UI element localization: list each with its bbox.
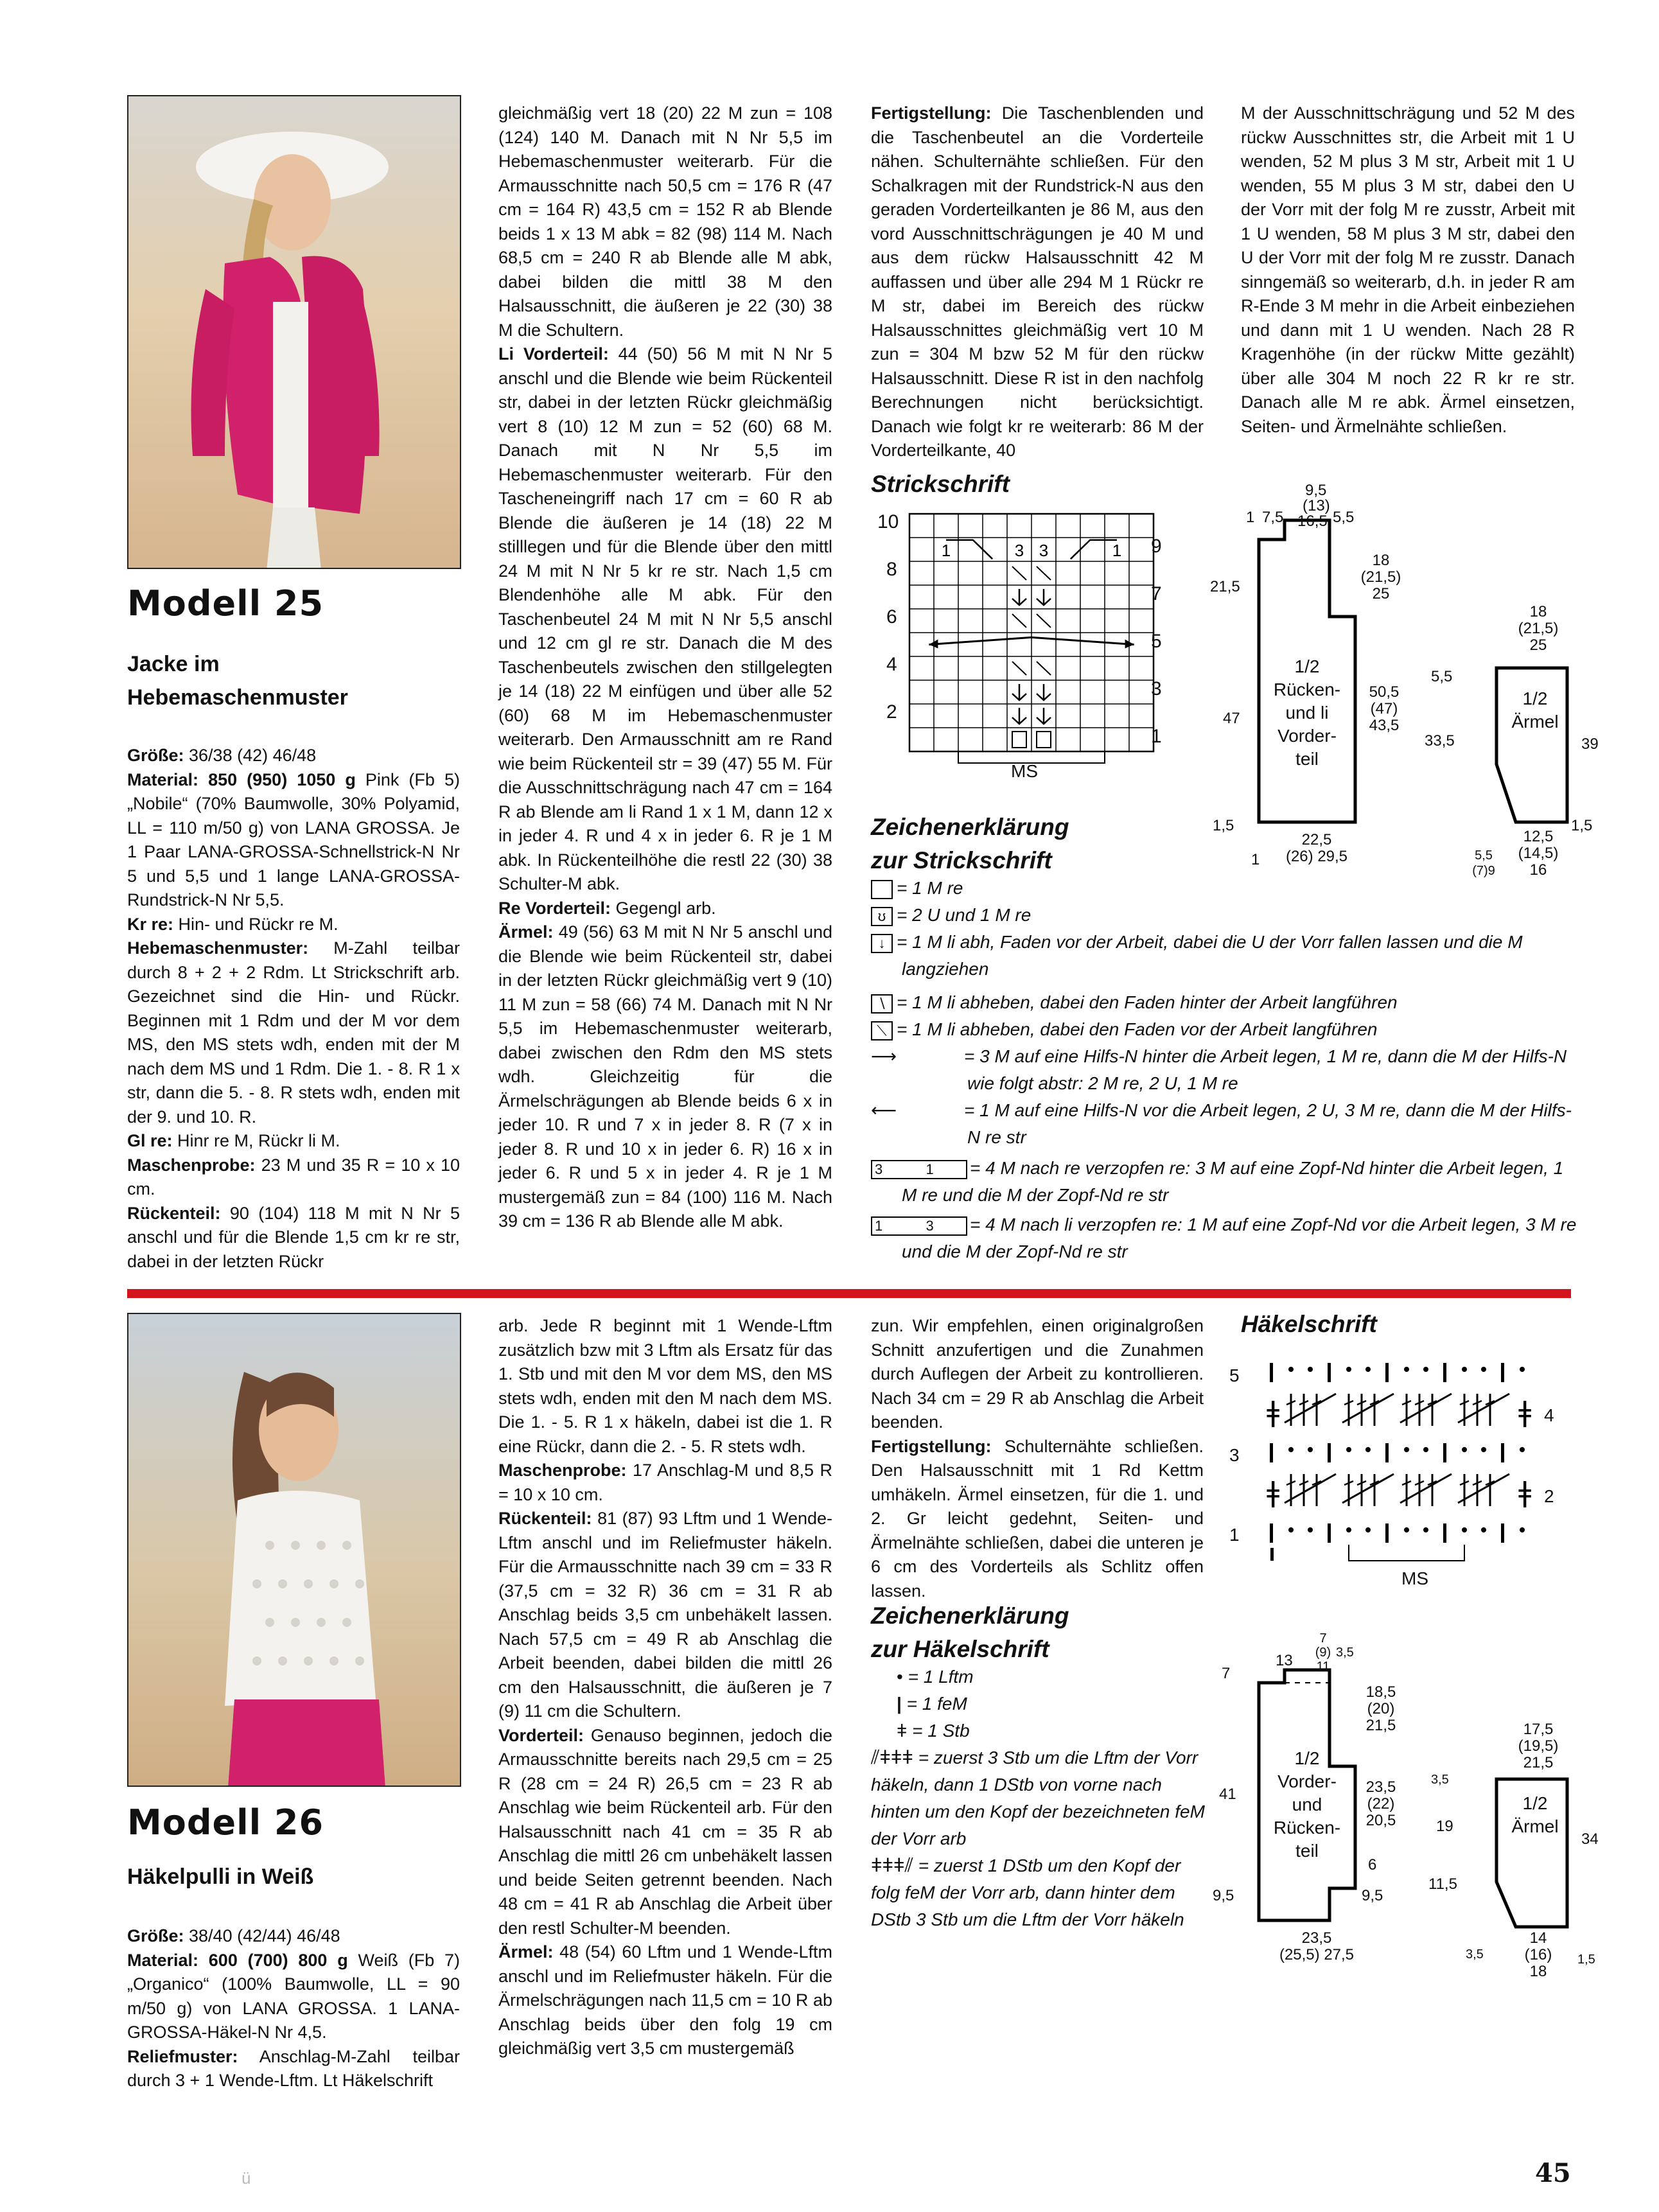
legend-knit-8: 3 1 = 4 M nach re verzopfen re: 3 M auf eine Zopf-Nd hinter die Arbeit legen, 1 M re und die M der Zopf-Nd re str [871, 1155, 1577, 1209]
sleeve-25-top: 18 (21,5) 25 [1518, 603, 1559, 654]
sleeve-25-left-a: 5,5 [1431, 668, 1453, 685]
sleeve-26-bottom-left: 3,5 [1466, 1947, 1484, 1962]
model-25-text-col-1 [127, 744, 460, 1274]
relief-right-icon: ⫽ǂǂǂ [871, 1747, 913, 1768]
model-26-text-col-1 [127, 1924, 460, 2093]
crochet-row-label-3: 3 [1229, 1445, 1240, 1465]
body-26-bottom: 23,5 (25,5) 27,5 [1279, 1929, 1355, 1963]
sleeve-26-bottom: 14 (16) 18 [1524, 1929, 1552, 1980]
body-25-right-top: 18 (21,5) 25 [1360, 552, 1401, 602]
footer-mark: ü [241, 2168, 251, 2188]
paragraph: Material: 600 (700) 800 g Weiß (Fb 7) „Organico“ (100% Baumwolle, LL = 90 m/50 g) von LANA GROSSA. 1 LANA-GROSSA-Häkel-N Nr 4,5. [127, 1950, 460, 2042]
paragraph: Gl re: Hinr re M, Rückr li M. [127, 1131, 340, 1150]
svg-text:1: 1 [1112, 540, 1122, 560]
svg-text:3: 3 [1039, 540, 1049, 560]
body-25-top-c: 9,5 [1305, 482, 1327, 499]
legend-crochet-3: ǂ = 1 Stb [897, 1721, 970, 1741]
legend-knit-7: ⟵ = 1 M auf eine Hilfs-N vor die Arbeit legen, 2 U, 3 M re, dann die M der Hilfs-N re str [871, 1097, 1577, 1151]
legend-knit-3: ↓ = 1 M li abh, Faden vor der Arbeit, dabei die U der Vorr fallen lassen und die M langziehen [871, 929, 1577, 983]
strick-legend-title: Zeichenerklärung zur Strickschrift [871, 814, 1069, 873]
svg-text:3: 3 [1014, 540, 1024, 560]
legend-crochet-4: ⫽ǂǂǂ = zuerst 3 Stb um die Lftm der Vorr häkeln, dann 1 DStb von vorne nach hinten um den Kopf der bezeichneten feM der Vorr arb [871, 1747, 1205, 1848]
model-26-text-col-3 [871, 1314, 1204, 1603]
schematic-sleeve-25 [1419, 604, 1599, 886]
legend-knit-5: ⟍ = 1 M li abheben, dabei den Faden vor der Arbeit langführen [871, 1016, 1577, 1043]
sleeve-26-right: 34 [1581, 1830, 1599, 1848]
sleeve-26-top: 17,5 (19,5) 21,5 [1518, 1721, 1559, 1771]
model-26-title: Modell 26 [127, 1802, 324, 1843]
body-26-right-mid: 23,5 (22) 20,5 [1365, 1778, 1396, 1829]
model-25-text-col-4 [1241, 101, 1575, 439]
paragraph: Größe: 38/40 (42/44) 46/48 [127, 1926, 340, 1945]
legend-knit-4: ∖ = 1 M li abheben, dabei den Faden hinter der Arbeit langführen [871, 989, 1577, 1016]
haekel-legend [871, 1663, 1205, 1933]
body-25-bottom-one: 1 [1251, 851, 1260, 868]
arrow-left-icon: ⟵ [871, 1100, 897, 1120]
cable-right-icon: 3 1 [871, 1160, 967, 1179]
crochet-chart-ms: MS [1401, 1568, 1428, 1588]
photo-model-26 [127, 1313, 461, 1787]
body-25-left-b: 47 [1223, 710, 1240, 727]
knit-chart-ms: MS [1011, 761, 1038, 781]
legend-crochet-1: • = 1 Lftm [897, 1667, 974, 1687]
body-25-bottom: 22,5 (26) 29,5 [1285, 831, 1348, 865]
body-25-edge: 1,5 [1213, 817, 1234, 834]
sleeve-25-left-b: 33,5 [1425, 732, 1455, 750]
body-26-right-top: 18,5 (20) 21,5 [1365, 1683, 1396, 1734]
paragraph: Material: 850 (950) 1050 g Pink (Fb 5) „Nobile“ (70% Baumwolle, 30% Polyamid, LL = 110 m/50 g) von LANA GROSSA. Je 1 Paar LANA-GROSSA-Schnellstrick-N Nr 5 und 5,5 und 1 lange LANA-GROSSA-Rundstrick-N Nr 5,5. [127, 769, 460, 909]
body-25-top-a: 1 [1246, 509, 1255, 526]
paragraph: Re Vorderteil: Gegengl arb. [498, 898, 716, 918]
body-26-right-small: 6 [1368, 1856, 1377, 1874]
body-25-top-f: 5,5 [1333, 509, 1355, 526]
photo-model-25 [127, 95, 461, 569]
body-26-left-b: 41 [1219, 1786, 1236, 1803]
haekel-legend-title: Zeichenerklärung zur Häkelschrift [871, 1602, 1069, 1662]
paragraph: Ärmel: 49 (56) 63 M mit N Nr 5 anschl und die Blende wie beim Rückenteil str, dabei in der letzten Rückr gleichmäßig vert 9 (10) 11 M zun = 58 (66) 74 M. Danach mit N Nr 5,5 im Hebemaschenmuster weiterarb, dabei zwischen den Rdm den MS stets wdh. Gleichzeitig für die Ärmelschrägungen ab Blende beids 6 x in jeder 10. R und 7 x in jeder 8. R (7 x in jeder 8. R und 10 x in jeder 6. R) 16 x in jeder 6. R und 5 x in jeder 4. R je 1 M mustergemäß zun = 84 (100) 116 M. Nach 39 cm = 136 R ab Blende alle M abk. [498, 922, 832, 1231]
crochet-row-label-1: 1 [1229, 1525, 1240, 1545]
paragraph: Rückenteil: 90 (104) 118 M mit N Nr 5 anschl und für die Blende 1,5 cm kr re str, dabei in der letzten Rückr [127, 1203, 460, 1271]
legend-crochet-2: | = 1 feM [897, 1694, 967, 1714]
knit-symbol-icon [871, 880, 893, 899]
body-26-left-c: 9,5 [1213, 1887, 1234, 1904]
legend-knit-9: 1 3 = 4 M nach li verzopfen re: 1 M auf eine Zopf-Nd vor die Arbeit legen, 3 M re und die M der Zopf-Nd re str [871, 1211, 1577, 1265]
knit-row-label-1: 1 [1151, 726, 1162, 747]
paragraph: Größe: 36/38 (42) 46/48 [127, 746, 317, 765]
body-26-top-b: 7 (9) 11 [1315, 1631, 1331, 1674]
knit-row-label-7: 7 [1151, 583, 1162, 604]
single-crochet-icon: | [897, 1694, 902, 1714]
paragraph: arb. Jede R beginnt mit 1 Wende-Lftm zusätzlich bzw mit 3 Lftm als Ersatz für das 1. Stb und mit den M vor dem MS, den MS stets wdh, enden mit den M nach dem MS. Die 1. - 5. R 1 x häkeln, dabei ist die 1. R eine Rückr, dann die 2. - 5. R stets wdh. [498, 1316, 832, 1456]
paragraph: Maschenprobe: 17 Anschlag-M und 8,5 R = 10 x 10 cm. [498, 1461, 832, 1504]
paragraph: Ärmel: 48 (54) 60 Lftm und 1 Wende-Lftm anschl und im Reliefmuster häkeln. Für die Ärmelschrägungen nach 11,5 cm = 10 R ab Anschlag beids über den folg 19 cm gleichmäßig vert 3,5 cm mustergemäß [498, 1942, 832, 2058]
body-25-top-e: 16,5 [1297, 513, 1328, 530]
crochet-row-label-5: 5 [1229, 1365, 1240, 1385]
strick-legend [871, 875, 1577, 1265]
body-26-left-a: 7 [1222, 1665, 1231, 1682]
legend-knit-6: ⟶ = 3 M auf eine Hilfs-N hinter die Arbeit legen, 1 M re, dann die M der Hilfs-N wie folgt abstr: 2 M re, 2 U, 1 M re [871, 1043, 1577, 1097]
paragraph: zun. Wir empfehlen, einen originalgroßen Schnitt anzufertigen und die Zunahmen durch Auflegen der Arbeit zu kontrollieren. Nach 34 cm = 29 R ab Anschlag die Arbeit beenden. [871, 1316, 1204, 1432]
body-26-top-c: 3,5 [1336, 1646, 1354, 1660]
knit-row-label-10: 10 [877, 511, 899, 532]
section-divider [127, 1289, 1571, 1298]
paragraph: Maschenprobe: 23 M und 35 R = 10 x 10 cm. [127, 1155, 460, 1198]
chain-icon: • [897, 1667, 903, 1687]
paragraph: Li Vorderteil: 44 (50) 56 M mit N Nr 5 anschl und die Blende wie beim Rückenteil str, dabei in der letzten Rückr gleichmäßig vert 8 (10) 12 M zun = 52 (60) 68 M. Danach mit N Nr 5,5 im Hebemaschenmuster weiterarb. Für den Tascheneingriff nach 17 cm = 60 R ab Blende die äußeren je 14 (18) 22 M stilllegen und für die Blende über den mittl 24 M mit N Nr 5 kr re str. Nach 1,5 cm Blendenhöhe alle M abk. Für den Taschenbeutel 24 M mit N Nr 5,5 anschl und 12 cm gl re str. Danach die M des Taschenbeutels zwischen den stillgelegten je 14 (18) 22 M einfügen und über alle 52 (60) 68 M im Hebemaschenmuster weiterarb. Den Armausschnitt am re Rand wie beim Rückenteil str = 39 (47) 55 M. Für die Ausschnittschrägung nach 47 cm = 164 R ab Blende am li Rand 1 x 1 M, dann 12 x in jeder 4. R und 4 x in jeder 6. R je 1 M abk. In Rückenteilhöhe die restl 22 (30) 38 Schulter-M abk. [498, 344, 832, 893]
model-25-text-col-3 [871, 101, 1204, 463]
sleeve-26-edge: 1,5 [1577, 1953, 1595, 1967]
knit-row-label-5: 5 [1151, 631, 1162, 652]
crochet-row-label-4: 4 [1544, 1405, 1554, 1425]
slip-drop-icon: ↓ [871, 934, 893, 953]
svg-text:ǂ: ǂ [1518, 1476, 1532, 1509]
svg-text:1: 1 [941, 540, 951, 560]
double-yarn-over-icon: ʊ [871, 907, 893, 926]
paragraph: Fertigstellung: Schulternähte schließen. Den Halsausschnitt mit 1 Rd Kettm umhäkeln. Ärmel einsetzen, für die 1. und 2. Gr leicht gedehnt, Seiten- und Ärmelnähte schließen, dabei die unteren je 6 cm des Vorderteils als Schlitz offen lassen. [871, 1436, 1204, 1601]
sleeve-25-right: 39 [1581, 735, 1599, 753]
knit-row-label-9: 9 [1151, 536, 1162, 557]
body-25-right-mid: 50,5 (47) 43,5 [1369, 683, 1400, 734]
model-26-text-col-2 [498, 1314, 832, 2061]
strickschrift-title: Strickschrift [871, 471, 1010, 497]
photo-model-26-figure [128, 1314, 461, 1787]
paragraph: Rückenteil: 81 (87) 93 Lftm und 1 Wende-Lftm anschl und im Reliefmuster häkeln. Für die Armausschnitte nach 39 cm = 33 R (37,5 cm = 32 R) 36 cm = 31 R ab Anschlag beids 3,5 cm unbehäkelt lassen. Nach 57,5 cm = 49 R ab Anschlag die Arbeit beenden, dabei bilden die mittl 26 cm den Halsausschnitt, die äußeren je 7 (9) 11 cm die Schultern. [498, 1509, 832, 1721]
knit-row-label-2: 2 [886, 701, 897, 723]
schematic-body-25 [1207, 482, 1439, 880]
legend-knit-1: = 1 M re [871, 875, 1577, 902]
model-26-subtitle: Häkelpulli in Weiß [127, 1865, 314, 1889]
sleeve-26-left-b: 19 [1436, 1818, 1453, 1835]
body-26-label: 1/2 Vorder- und Rücken- teil [1273, 1748, 1341, 1861]
paragraph: Fertigstellung: Die Taschenblenden und die Taschenbeutel an die Vorderteile nähen. Schulternähte schließen. Für den Schalkragen mit der Rundstrick-N aus den geraden Vorderteilkanten je 86 M, aus den vord Ausschnittschrägungen je 40 M und aus dem rückw Halsausschnitt 42 M auffassen und über alle 294 M 1 Rückr re M str, dabei im Bereich des rückw Halsausschnittes gleichmäßig vert 10 M zun = 304 M bzw 52 M für den rückw Halsausschnitt. Diese R ist in den nachfolg Berechnungen nicht berücksichtigt. Danach wie folgt kr re weiterarb: 86 M der Vorderteilkante, 40 [871, 103, 1204, 460]
knit-row-label-6: 6 [886, 606, 897, 628]
legend-crochet-5: ǂǂǂ⫽ = zuerst 1 DStb um den Kopf der folg feM der Vorr arb, dann hinter dem DStb 3 Stb um die Lftm der Vorr häkeln [871, 1855, 1184, 1929]
knit-row-label-4: 4 [886, 654, 897, 675]
body-25-top-b: 7,5 [1262, 509, 1284, 526]
photo-model-25-figure [128, 96, 461, 569]
paragraph: Kr re: Hin- und Rückr re M. [127, 914, 338, 934]
body-25-left-a: 21,5 [1210, 578, 1240, 595]
knit-row-label-3: 3 [1151, 678, 1162, 699]
relief-left-icon: ǂǂǂ⫽ [871, 1855, 913, 1876]
body-26-right-low: 9,5 [1362, 1887, 1383, 1904]
double-crochet-icon: ǂ [897, 1721, 908, 1741]
paragraph: gleichmäßig vert 18 (20) 22 M zun = 108 (124) 140 M. Danach mit N Nr 5,5 im Hebemaschenmuster weiterarb. Für die Armausschnitte nach 50,5 cm = 176 R (47 cm = 164 R) 43,5 cm = 152 R ab Blende beids 1 x 13 M abk = 82 (98) 114 M. Nach 68,5 cm = 240 R ab Blende alle M abk, dabei bilden die mittl 38 M den Halsausschnitt, die äußeren je 22 (30) 38 M die Schultern. [498, 103, 832, 340]
sleeve-25-bottom-left: 5,5 (7)9 [1472, 848, 1495, 878]
svg-text:ǂ: ǂ [1518, 1396, 1532, 1428]
sleeve-26-label: 1/2 Ärmel [1511, 1793, 1559, 1836]
cable-left-icon: 1 3 [871, 1216, 967, 1236]
paragraph: Reliefmuster: Anschlag-M-Zahl teilbar durch 3 + 1 Wende-Lftm. Lt Häkelschrift [127, 2046, 460, 2090]
sleeve-25-label: 1/2 Ärmel [1511, 689, 1559, 732]
svg-text:ǂ: ǂ [1267, 1476, 1280, 1509]
body-25-top-d: (13) [1303, 497, 1330, 514]
arrow-right-icon: ⟶ [871, 1046, 897, 1066]
sleeve-26-left-c: 11,5 [1428, 1875, 1457, 1893]
legend-knit-2: ʊ = 2 U und 1 M re [871, 902, 1577, 929]
haekelschrift-title: Häkelschrift [1241, 1311, 1377, 1337]
schematic-body-26 [1207, 1631, 1439, 1978]
crochet-row-label-2: 2 [1544, 1486, 1554, 1506]
sleeve-26-left-a: 3,5 [1431, 1773, 1449, 1787]
page-number: 45 [1535, 2158, 1571, 2188]
paragraph: Hebemaschenmuster: M-Zahl teilbar durch 8 + 2 + 2 Rdm. Lt Strickschrift arb. Gezeichnet sind die Hin- und Rückr. Beginnen mit 1 Rdm und der M vor dem MS, den MS stets wdh, enden mit der M nach dem MS und 1 Rdm. Die 1. - 8. R 1 x str, dann die 5. - 8. R stets wdh, enden mit der 9. und 10. R. [127, 938, 460, 1127]
paragraph: Vorderteil: Genauso beginnen, jedoch die Armausschnitte bereits nach 29,5 cm = 25 R (28 cm = 24 R) 26,5 cm = 23 R ab Anschlag wie beim Rückenteil arb. Für den Halsausschnitt nach 41 cm = 35 R ab Anschlag die mittl 26 cm unbehäkelt lassen und beide Seiten getrennt beenden. Nach 48 cm = 41 R ab Anschlag die Arbeit über den restl Schulter-M beenden. [498, 1725, 832, 1938]
paragraph: M der Ausschnittschrägung und 52 M des rückw Ausschnittes str, die Arbeit mit 1 U wenden, 52 M plus 3 M str, Arbeit mit 1 U wenden, 55 M plus 3 M str, dabei den U der Vorr mit der folg M re zusstr, Arbeit mit 1 U wenden, 58 M plus 3 M str, dabei den U der Vorr mit der folg M re zusstr. Danach sinngemäß so weiterarb, d.h. in jeder R am R-Ende 3 M mehr in die Arbeit einbeziehen und dann mit 1 U wenden. Nach 28 R Kragenhöhe (in der rückw Mitte gezählt) über alle 304 M noch 22 R kr re str. Danach alle M re abk. Ärmel einsetzen, Seiten- und Ärmelnähte schließen. [1241, 103, 1575, 436]
body-25-label: 1/2 Rücken- und li Vorder- teil [1273, 656, 1341, 769]
sleeve-25-edge: 1,5 [1571, 817, 1593, 834]
svg-text:ǂ: ǂ [1267, 1396, 1280, 1428]
knitting-chart [871, 507, 1179, 796]
slip-back-icon: ∖ [871, 994, 893, 1014]
knit-row-label-8: 8 [886, 559, 897, 580]
model-25-subtitle: Jacke im Hebemaschenmuster [127, 652, 348, 710]
schematic-sleeve-26 [1419, 1721, 1599, 1978]
sleeve-25-bottom: 12,5 (14,5) 16 [1518, 828, 1559, 879]
crochet-chart [1227, 1349, 1574, 1599]
model-25-title: Modell 25 [127, 583, 324, 624]
slip-front-icon: ⟍ [871, 1021, 893, 1040]
model-25-text-col-2 [498, 101, 832, 1234]
body-26-top-a: 13 [1276, 1652, 1293, 1669]
